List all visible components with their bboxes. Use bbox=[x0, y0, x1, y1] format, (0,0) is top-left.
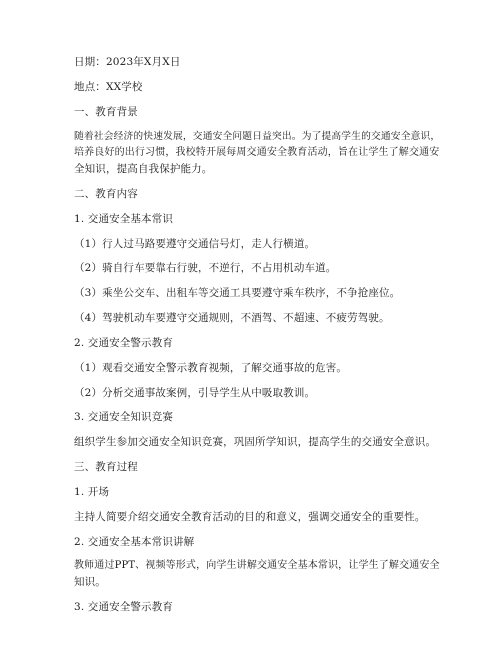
location-line: 地点：XX学校 bbox=[74, 81, 143, 93]
process-item-1-text: 主持人简要介绍交通安全教育活动的目的和意义，强调交通安全的重要性。 bbox=[74, 511, 426, 523]
process-item-2-title: 2. 交通安全基本常识讲解 bbox=[74, 536, 195, 548]
content-item-1-sub-1: （1）行人过马路要遵守交通信号灯，走人行横道。 bbox=[74, 238, 316, 250]
content-item-3-text: 组织学生参加交通安全知识竞赛，巩固所学知识，提高学生的交通安全意识。 bbox=[74, 436, 437, 448]
content-item-1-sub-4: （4）驾驶机动车要遵守交通规则，不酒驾、不超速、不疲劳驾驶。 bbox=[74, 312, 390, 324]
process-item-1-title: 1. 开场 bbox=[74, 486, 110, 498]
section-heading-background: 一、教育背景 bbox=[74, 106, 138, 118]
content-item-1-title: 1. 交通安全基本常识 bbox=[74, 213, 174, 225]
content-item-1-sub-2: （2）骑自行车要靠右行驶，不逆行，不占用机动车道。 bbox=[74, 262, 337, 274]
background-paragraph-line-1: 随着社会经济的快速发展，交通安全问题日益突出。为了提高学生的交通安全意识， bbox=[74, 131, 441, 142]
content-item-1-sub-3: （3）乘坐公交车、出租车等交通工具要遵守乘车秩序，不争抢座位。 bbox=[74, 287, 401, 299]
content-item-2-sub-1: （1）观看交通安全警示教育视频，了解交通事故的危害。 bbox=[74, 362, 348, 374]
process-item-2-text-line-2: 知识。 bbox=[74, 576, 106, 588]
content-item-2-sub-2: （2）分析交通事故案例，引导学生从中吸取教训。 bbox=[74, 387, 316, 399]
section-heading-content: 二、教育内容 bbox=[74, 188, 138, 200]
date-line: 日期：2023年X月X日 bbox=[74, 56, 181, 68]
content-item-2-title: 2. 交通安全警示教育 bbox=[74, 337, 174, 349]
process-item-3-title: 3. 交通安全警示教育 bbox=[74, 601, 174, 613]
background-paragraph-line-2: 培养良好的出行习惯，我校特开展每周交通安全教育活动，旨在让学生了解交通安 bbox=[74, 147, 440, 158]
background-paragraph-line-3: 全知识，提高自我保护能力。 bbox=[74, 163, 213, 175]
section-heading-process: 三、教育过程 bbox=[74, 461, 138, 473]
process-item-2-text-line-1: 教师通过PPT、视频等形式，向学生讲解交通安全基本常识，让学生了解交通安全 bbox=[74, 560, 440, 571]
content-item-3-title: 3. 交通安全知识竞赛 bbox=[74, 411, 174, 423]
